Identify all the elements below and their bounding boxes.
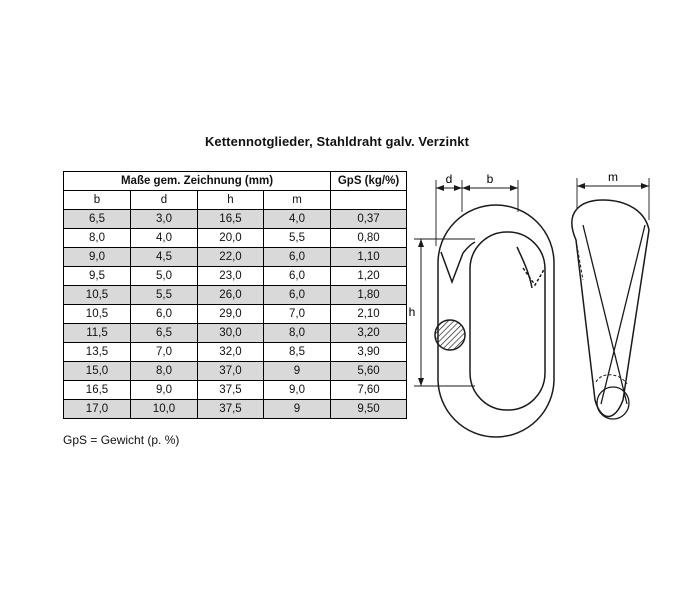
label-b: b — [486, 172, 494, 186]
arrow-m-left — [577, 183, 585, 189]
table-group-header-row — [64, 172, 407, 191]
table-cell: 4,0 — [131, 229, 198, 248]
table-cell: 37,0 — [198, 362, 264, 381]
table-cell: 13,5 — [64, 343, 131, 362]
table-cell: 9,50 — [331, 400, 407, 419]
table-cell: 2,10 — [331, 305, 407, 324]
table-cell: 3,90 — [331, 343, 407, 362]
table-cell: 4,5 — [131, 248, 198, 267]
column-header-m: m — [264, 191, 331, 210]
table-cell: 9,0 — [64, 248, 131, 267]
table-cell: 0,37 — [331, 210, 407, 229]
table-cell: 5,60 — [331, 362, 407, 381]
footnote: GpS = Gewicht (p. %) — [63, 433, 180, 447]
table-row — [64, 343, 407, 362]
table-cell: 3,0 — [131, 210, 198, 229]
table-cell: 6,0 — [131, 305, 198, 324]
table-cell: 5,0 — [131, 267, 198, 286]
table-row — [64, 305, 407, 324]
page-title: Kettennotglieder, Stahldraht galv. Verzinkt — [204, 134, 470, 149]
table-row — [64, 210, 407, 229]
table-cell: 37,5 — [198, 400, 264, 419]
side-view-diagonal-1 — [583, 225, 627, 404]
table-cell: 4,0 — [264, 210, 331, 229]
table-cell: 32,0 — [198, 343, 264, 362]
hook-right-arc — [517, 247, 532, 288]
table-cell: 7,0 — [131, 343, 198, 362]
side-view-contour — [572, 200, 649, 417]
table-cell: 8,0 — [264, 324, 331, 343]
dimensions-group-header: Maße gem. Zeichnung (mm) — [64, 172, 331, 191]
table-cell: 5,5 — [264, 229, 331, 248]
table-cell: 9,5 — [64, 267, 131, 286]
table-row — [64, 286, 407, 305]
table-cell: 7,0 — [264, 305, 331, 324]
table-cell: 1,10 — [331, 248, 407, 267]
table-cell: 1,20 — [331, 267, 407, 286]
table-row — [64, 248, 407, 267]
table-cell: 9 — [264, 362, 331, 381]
arrow-b-right — [510, 185, 518, 191]
table-cell: 1,80 — [331, 286, 407, 305]
column-header-h: h — [198, 191, 264, 210]
table-cell: 23,0 — [198, 267, 264, 286]
table-cell: 26,0 — [198, 286, 264, 305]
table-cell: 10,5 — [64, 305, 131, 324]
table-cell: 6,0 — [264, 248, 331, 267]
label-m: m — [608, 170, 618, 184]
arrow-m-right — [641, 183, 649, 189]
table-row — [64, 267, 407, 286]
table-subheader-row — [64, 191, 407, 210]
wire-cross-section — [435, 320, 465, 350]
table-cell: 8,0 — [131, 362, 198, 381]
table-row — [64, 362, 407, 381]
table-cell: 20,0 — [198, 229, 264, 248]
table-cell: 37,5 — [198, 381, 264, 400]
table-cell: 10,0 — [131, 400, 198, 419]
table-row — [64, 400, 407, 419]
weight-column-header: GpS (kg/%) — [331, 172, 407, 191]
table-cell: 7,60 — [331, 381, 407, 400]
table-cell: 30,0 — [198, 324, 264, 343]
table-cell: 29,0 — [198, 305, 264, 324]
hook-left-tip — [463, 242, 475, 253]
table-cell: 6,0 — [264, 267, 331, 286]
table-cell: 6,5 — [131, 324, 198, 343]
table-cell: 8,0 — [64, 229, 131, 248]
table-cell: 16,5 — [198, 210, 264, 229]
chain-link-drawing — [405, 160, 670, 445]
link-inner-contour — [470, 232, 545, 410]
table-cell: 6,0 — [264, 286, 331, 305]
label-d: d — [445, 172, 453, 186]
side-view-diagonal-2 — [601, 225, 645, 404]
table-cell: 15,0 — [64, 362, 131, 381]
table-cell: 9,0 — [264, 381, 331, 400]
column-header-weight-blank — [331, 191, 407, 210]
column-header-b: b — [64, 191, 131, 210]
table-cell: 16,5 — [64, 381, 131, 400]
table-cell: 22,0 — [198, 248, 264, 267]
table-cell: 10,5 — [64, 286, 131, 305]
table-cell: 8,5 — [264, 343, 331, 362]
table-cell: 11,5 — [64, 324, 131, 343]
arrow-d-left — [436, 185, 444, 191]
table-cell: 0,80 — [331, 229, 407, 248]
table-row — [64, 381, 407, 400]
arrow-b-left — [462, 185, 470, 191]
table-cell: 17,0 — [64, 400, 131, 419]
label-h: h — [408, 305, 416, 319]
table-cell: 9 — [264, 400, 331, 419]
table-cell: 3,20 — [331, 324, 407, 343]
arrow-d-right — [454, 185, 462, 191]
table-cell: 6,5 — [64, 210, 131, 229]
table-cell: 9,0 — [131, 381, 198, 400]
table-row — [64, 324, 407, 343]
arrow-h-bottom — [418, 378, 424, 386]
hook-left — [441, 252, 463, 282]
table-row — [64, 229, 407, 248]
column-header-d: d — [131, 191, 198, 210]
table-cell: 5,5 — [131, 286, 198, 305]
specification-table — [63, 171, 407, 419]
arrow-h-top — [418, 239, 424, 247]
